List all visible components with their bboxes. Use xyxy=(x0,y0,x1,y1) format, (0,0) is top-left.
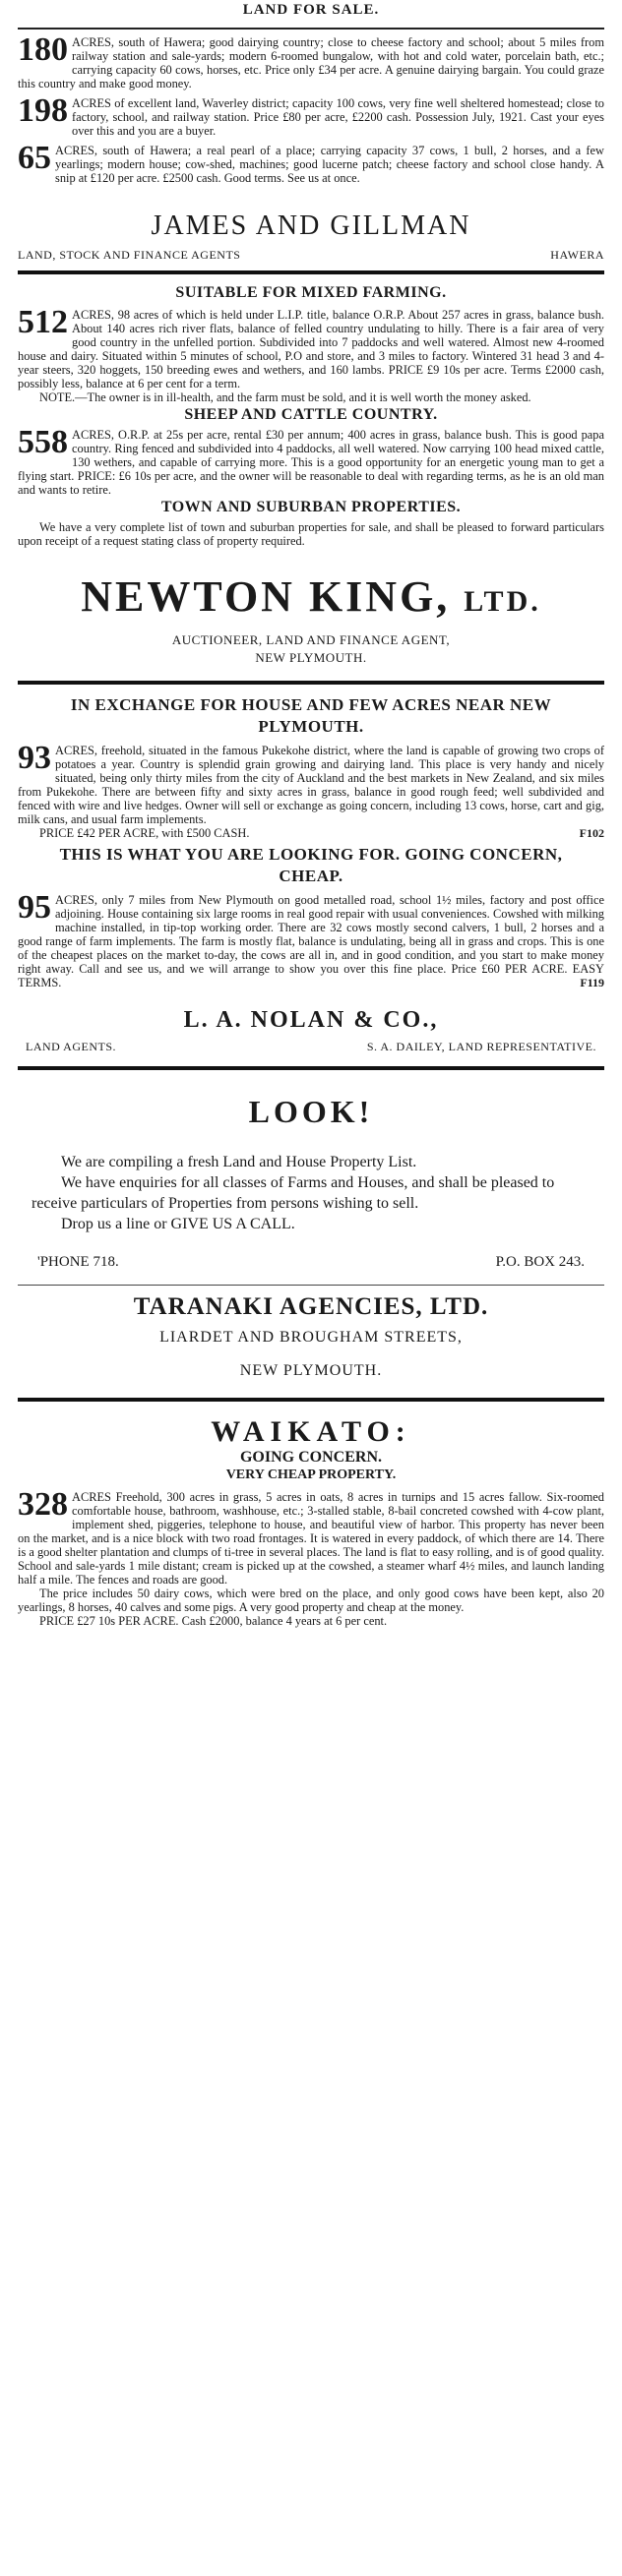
listing-328 xyxy=(18,1486,604,1587)
newton-king-name: NEWTON KING, xyxy=(81,572,451,621)
cheap-property-heading: VERY CHEAP PROPERTY. xyxy=(225,1468,397,1482)
agency-town: HAWERA xyxy=(550,248,604,262)
listing-text: ACRES, south of Hawera; good dairying country; close to cheese factory and school; about 5 miles from railway station and sale-yards; modern 6-roomed bungalow, with hot and cold water, porcelain bath, etc.; carrying capacity 60 cows, horses, etc. Price only £34 per acre. A genuine dairying bargain. You could graze this country and make good money. xyxy=(18,35,604,90)
acre-number: 95 xyxy=(18,889,51,926)
po-box: P.O. BOX 243. xyxy=(495,1254,585,1270)
look-body xyxy=(18,1152,604,1234)
look-heading: LOOK! xyxy=(248,1094,374,1129)
header-rule xyxy=(18,28,604,30)
acre-number: 328 xyxy=(18,1486,68,1523)
exchange-title-line1: IN EXCHANGE FOR HOUSE AND FEW ACRES NEAR NEW xyxy=(70,695,552,714)
listing-text: ACRES, O.R.P. at 25s per acre, rental £30 per annum; 400 acres in grass, balance bush. This is good papa country. Ring fenced and subdivided into 4 paddocks, all well watered. Now carrying 100 head mixed cattle, 130 wethers, and capable of carrying more. This is a good opportunity for an energetic young man to get a flying start. PRICE: £6 10s per acre, and the owner will be reasonable to deal with regarding terms, as he is an old man and wants to retire. xyxy=(18,428,604,497)
looking-title-line1: THIS IS WHAT YOU ARE LOOKING FOR. GOING CONCERN, xyxy=(59,845,563,864)
taranaki-address-line2: NEW PLYMOUTH. xyxy=(239,1362,383,1379)
nolan-subtitle xyxy=(18,1040,604,1054)
contact-row xyxy=(37,1254,585,1271)
look-paragraph-1: We are compiling a fresh Land and House Property List. xyxy=(61,1154,417,1170)
listing-65 xyxy=(18,140,604,185)
acre-number: 180 xyxy=(18,31,68,68)
listing-198 xyxy=(18,92,604,138)
listing-558 xyxy=(18,424,604,497)
section-title-mixed-farming: SUITABLE FOR MIXED FARMING. xyxy=(175,284,447,301)
exchange-title-line2: PLYMOUTH. xyxy=(258,717,364,736)
newton-king-line1: AUCTIONEER, LAND AND FINANCE AGENT, xyxy=(171,632,451,647)
agency-name-taranaki: TARANAKI AGENCIES, LTD. xyxy=(133,1293,489,1320)
nolan-right: S. A. DAILEY, LAND REPRESENTATIVE. xyxy=(366,1040,596,1053)
waikato-heading: WAIKATO: xyxy=(211,1415,411,1448)
acre-number: 558 xyxy=(18,424,68,460)
newton-king-line2: NEW PLYMOUTH. xyxy=(255,650,367,665)
look-paragraph-2: We have enquiries for all classes of Farms and Houses, and shall be pleased to receive particulars of Properties from persons wishing to sell. xyxy=(31,1174,555,1212)
agency-subtitle-text: LAND, STOCK AND FINANCE AGENTS xyxy=(18,248,241,262)
listing-93-price xyxy=(18,826,604,840)
section-title-sheep-cattle: SHEEP AND CATTLE COUNTRY. xyxy=(184,406,438,423)
section-divider xyxy=(18,270,604,274)
agency-name-newton-king xyxy=(18,571,604,622)
section-divider xyxy=(18,1066,604,1070)
section-divider xyxy=(18,681,604,685)
listing-180 xyxy=(18,31,604,90)
nolan-left: LAND AGENTS. xyxy=(26,1040,116,1053)
listing-note: NOTE.—The owner is in ill-health, and the farm must be sold, and it is well worth the money asked. xyxy=(39,390,531,404)
listing-text: ACRES, south of Hawera; a real pearl of a place; carrying capacity 37 cows, 1 bull, 2 horses, and a few yearlings; modern house; cow-shed, machines; good lucerne patch; cheese factory and school close handy. A snip at £120 per acre. £2500 cash. Good terms. See us at once. xyxy=(55,144,604,185)
section-divider xyxy=(18,1285,604,1286)
acre-number: 93 xyxy=(18,740,51,776)
page-header: LAND FOR SALE. xyxy=(242,2,380,18)
section-divider xyxy=(18,1398,604,1402)
look-paragraph-3: Drop us a line or GIVE US A CALL. xyxy=(61,1216,295,1232)
listing-95 xyxy=(18,889,604,989)
acre-number: 512 xyxy=(18,304,68,340)
taranaki-address-line1: LIARDET AND BROUGHAM STREETS, xyxy=(159,1329,463,1346)
listing-text: ACRES of excellent land, Waverley district; capacity 100 cows, very fine well sheltered homestead; close to factory, school, and railway station. Price £80 per acre, £2200 cash. Possession July, 1921. Cast your eyes over this and you are a buyer. xyxy=(72,96,604,138)
listing-512 xyxy=(18,304,604,390)
agency-subtitle xyxy=(18,248,604,263)
looking-for-title xyxy=(18,844,604,887)
agency-name-nolan: L. A. NOLAN & CO., xyxy=(183,1007,439,1033)
looking-title-line2: CHEAP. xyxy=(279,867,343,885)
listing-93 xyxy=(18,740,604,826)
acre-number: 65 xyxy=(18,140,51,176)
newton-king-ltd: LTD. xyxy=(464,585,541,618)
exchange-title xyxy=(18,694,604,738)
listing-328-p2: The price includes 50 dairy cows, which were bred on the place, and only good cows have been kept, also 20 yearlings, 8 horses, 40 calves and some pigs. A very good property and cheap at the money. xyxy=(18,1587,604,1614)
listing-328-price: PRICE £27 10s PER ACRE. Cash £2000, balance 4 years at 6 per cent. xyxy=(39,1614,388,1628)
reference-code: F119 xyxy=(580,976,604,989)
agency-name-james-gillman: JAMES AND GILLMAN xyxy=(151,210,471,241)
listing-text: ACRES, freehold, situated in the famous Pukekohe district, where the land is capable of growing two crops of potatoes a year. Country is splendid grain growing and dairying land. This place is very handy and nicely situated, being only thirty miles from the city of Auckland and the best markets in New Zealand, and six miles from Pukekohe. There are between fifty and sixty acres in grass, balance in good rough feed; well subdivided and fenced with wire and live hedges. Owner will sell or exchange as going concern, including 13 cows, horse, cart and gig, milk cans, and usual farm implements. xyxy=(18,744,604,826)
going-concern-heading: GOING CONCERN. xyxy=(239,1449,382,1466)
price-text: PRICE £42 PER ACRE, with £500 CASH. xyxy=(39,826,250,840)
listing-text: ACRES, only 7 miles from New Plymouth on good metalled road, school 1½ miles, factory and post office adjoining. House containing six large rooms in real good repair with usual conveniences. Cowshed with milking machine installed, in tip-top working order. There are 32 cows mostly second calvers, 1 bull, 2 horses and a good range of farm implements. The farm is mostly flat, balance is undulating, being all in grass and crops. This is one of the cheapest places on the market to-day, the cows are all in, and in good condition, and you start to make money right away. Call and see us, and we will arrange to show you over this fine place. Price £60 PER ACRE. EASY TERMS. xyxy=(18,893,604,989)
phone-number: 'PHONE 718. xyxy=(37,1254,119,1270)
listing-text: ACRES Freehold, 300 acres in grass, 5 acres in oats, 8 acres in turnips and 15 acres fallow. Six-roomed comfortable house, bathroom, washhouse, etc.; 3-stalled stable, 8-bail concreted cowshed with 4-cow plant, implement shed, piggeries, telephone to house, and beautiful view of harbor. This property has never been on the market, and is a nice block with two road frontages. It is watered in every paddock, of which there are 14. There is a good shelter plantation and clumps of ti-tree in several places. The land is flat to easy rolling, and is of good quality. School and sale-yards 1 mile distant; cream is picked up at the cowshed, a steamer wharf 4½ miles, and launch landing half a mile. The fences and roads are good. xyxy=(18,1490,604,1587)
town-properties-text: We have a very complete list of town and suburban properties for sale, and shall be pleased to forward particulars upon receipt of a request stating class of property required. xyxy=(18,520,604,548)
acre-number: 198 xyxy=(18,92,68,129)
section-title-town-suburban: TOWN AND SUBURBAN PROPERTIES. xyxy=(160,499,462,515)
reference-code: F102 xyxy=(579,826,604,840)
listing-text: ACRES, 98 acres of which is held under L.I.P. title, balance O.R.P. About 257 acres in grass, balance bush. About 140 acres rich river flats, balance of felled country undulating to hilly. There is a fair area of very good country in the unfelled portion. Subdivided into 7 paddocks and well watered. Almost new 4-roomed house and dairy. Situated within 5 minutes of school, P.O and store, and 3 miles to factory. Wintered 31 head 3 and 4-year steers, 320 hoggets, 150 breeding ewes and wethers, and 160 lambs. PRICE £9 10s per acre. Terms £2000 cash, possibly less, balance at 6 per cent for a term. xyxy=(18,308,604,390)
